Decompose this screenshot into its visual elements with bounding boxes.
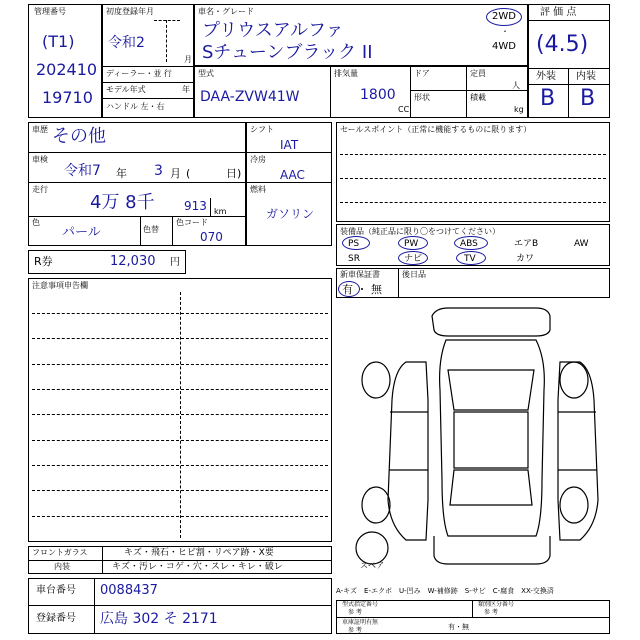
reg-model-year: モデル年式 [106, 85, 146, 94]
shift-label: シフト [250, 125, 274, 134]
spare-tire [356, 532, 388, 564]
car-name: プリウスアルファ [202, 20, 344, 41]
car-damage-diagram [336, 300, 610, 582]
disp-label: 排気量 [334, 69, 358, 78]
type-value: DAA-ZVW41W [200, 89, 300, 105]
drive-dot: ・ [501, 27, 509, 36]
wheel-rr [560, 487, 588, 523]
notes-label: 注意事項申告欄 [32, 281, 88, 290]
footer-ref2: 参 考 [484, 609, 498, 616]
mileage-label: 走行 [32, 185, 48, 194]
warranty-value: 有 ・ 無 [342, 283, 382, 296]
fuel-value: ガソリン [266, 207, 315, 221]
history-label: 車歴 [32, 125, 48, 134]
equip-sr: SR [348, 254, 360, 264]
right-side [558, 362, 598, 540]
recycle-value: 12,030 [110, 254, 156, 269]
recycle-label: R券 [34, 255, 53, 268]
plate-label: 登録番号 [36, 613, 76, 624]
inspect-day-open: ( [186, 167, 191, 180]
warranty-circle [338, 281, 360, 297]
windshield [448, 370, 534, 410]
mgmt-label: 管理番号 [34, 7, 66, 16]
inspect-label: 車検 [32, 155, 48, 164]
plate-value: 広島 302 そ 2171 [100, 611, 218, 627]
interior-label: 内装 [54, 562, 70, 571]
int-score: B [580, 86, 596, 111]
body-top [440, 340, 545, 536]
wheel-fl [362, 362, 390, 398]
chassis-label: 車台番号 [36, 585, 76, 596]
mgmt-line3: 19710 [42, 88, 93, 107]
disp-unit: CC [398, 105, 410, 114]
mileage-value: 4万 8千 [90, 192, 155, 213]
mgmt-line1: (T1) [42, 32, 75, 51]
equip-ps-circle [342, 236, 370, 250]
interior-value: キズ・汚レ・コゲ・穴・スレ・キレ・破レ [112, 562, 283, 572]
reg-year-unit: 年 [182, 85, 190, 94]
fuel-label: 燃料 [250, 185, 266, 194]
wheel-fr [560, 362, 588, 398]
reg-dealer: ディーラー・並 行 [106, 69, 172, 78]
equip-aw: AW [574, 239, 589, 249]
rear-window [450, 470, 532, 505]
history-value: その他 [52, 126, 106, 147]
reg-month-unit: 月 [184, 55, 192, 64]
footer-ref3: 参 考 [348, 627, 362, 634]
rear-bumper [434, 536, 550, 564]
equip-leather: カワ [516, 254, 535, 264]
color-code-label: 色コード [176, 218, 208, 227]
equip-navi: ナビ [404, 254, 423, 264]
score-value: (4.5) [536, 32, 589, 57]
chassis-value: 0088437 [100, 583, 158, 598]
color-check: 色替 [143, 225, 159, 234]
footer-garage-value: 有・無 [448, 623, 469, 631]
disp-value: 1800 [360, 87, 396, 103]
front-bumper [432, 308, 550, 336]
shift-value: IAT [280, 138, 299, 152]
spare-label: スペア [360, 561, 384, 570]
load-label: 積載 [470, 93, 486, 102]
inspect-month: 3 [154, 163, 163, 179]
equip-tv-circle [456, 251, 486, 265]
glass-label: フロントガラス [32, 548, 88, 557]
inspect-day-unit: 日) [226, 167, 242, 180]
color-code: 070 [200, 230, 223, 244]
color-value: パール [62, 225, 101, 240]
footer-model-designation: 型式指定番号 [342, 601, 379, 608]
warranty-after: 後日品 [402, 270, 426, 279]
warranty-label: 新車保証書 [340, 270, 380, 279]
shape-label: 形状 [414, 93, 430, 102]
reg-box [102, 4, 194, 118]
damage-legend: A-キズ E-エクボ U-凹み W-補修跡 S-サビ C-腐食 XX-交換済 [336, 587, 554, 595]
equip-pw-circle [398, 236, 428, 250]
drive-2wd: 2WD [492, 11, 516, 22]
reg-label: 初度登録年月 [106, 7, 154, 16]
equip-abs-circle [454, 236, 488, 250]
reg-handle: ハンドル 左・右 [106, 102, 165, 111]
load-unit: kg [514, 105, 524, 114]
score-label: 評 価 点 [540, 7, 577, 18]
sales-label: セールスポイント（正常に機能するものに限ります） [340, 125, 532, 134]
footer-category: 類別区分番号 [478, 601, 515, 608]
glass-value: キズ・飛石・ヒビ割・リペア跡・X要 [124, 548, 274, 558]
reg-era: 令和2 [108, 35, 145, 51]
equip-abs: ABS [460, 239, 478, 249]
inspect-era: 令和7 [64, 163, 101, 179]
mileage-sub: 913 [184, 199, 207, 213]
reg-dash [154, 20, 180, 21]
sales-box [336, 122, 610, 222]
ext-score: B [540, 86, 556, 111]
inspect-year-unit: 年 [116, 167, 127, 180]
drive-4wd: 4WD [492, 41, 516, 52]
equip-navi-circle [398, 251, 428, 265]
mgmt-line2: 202410 [36, 60, 98, 79]
left-side [388, 362, 428, 540]
car-label: 車名・グレード [198, 7, 254, 16]
wheel-rl [362, 487, 390, 523]
recycle-unit: 円 [170, 257, 180, 268]
cap-unit: 人 [512, 81, 520, 90]
color-label: 色 [32, 218, 40, 227]
equip-label: 装備品（純正品に限り〇をつけてください） [340, 227, 500, 236]
ac-value: AAC [280, 168, 305, 182]
equip-tv: TV [464, 254, 476, 264]
door-label: ドア [414, 69, 430, 78]
footer-garage: 車庫証明有無 [342, 619, 379, 626]
ext-label: 外装 [536, 71, 556, 82]
mileage-unit: km [214, 207, 227, 216]
equip-airbag: エアB [514, 239, 539, 249]
ac-label: 冷房 [250, 155, 266, 164]
type-label: 型式 [198, 69, 214, 78]
roof [454, 412, 528, 468]
cap-label: 定員 [470, 69, 486, 78]
footer-ref1: 参 考 [348, 609, 362, 616]
car-grade: Sチューンブラック II [202, 42, 373, 63]
equip-pw: PW [404, 239, 419, 249]
inspect-month-unit: 月 [170, 167, 181, 180]
reg-divider [166, 20, 167, 62]
equip-ps: PS [348, 239, 360, 249]
int-label: 内装 [576, 71, 596, 82]
